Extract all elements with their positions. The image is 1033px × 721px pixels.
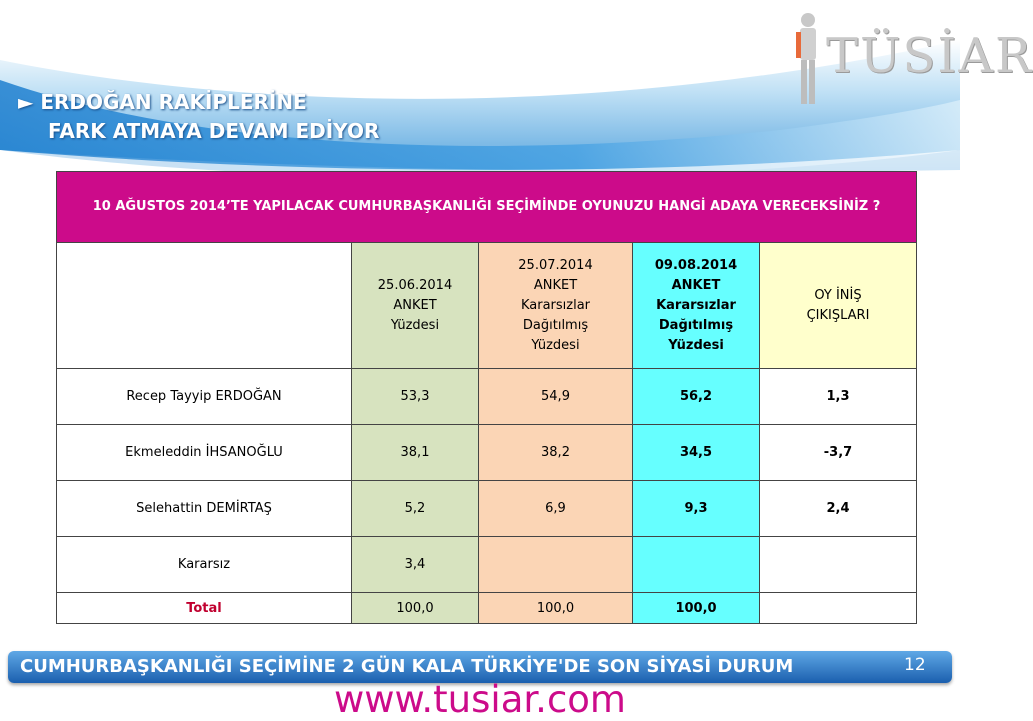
header-col-2506	[352, 243, 479, 369]
value-0908: 9,3	[633, 481, 760, 537]
table-row	[57, 425, 917, 481]
header-text: OY İNİŞ	[814, 287, 862, 303]
value-0908: 34,5	[633, 425, 760, 481]
total-2507: 100,0	[479, 593, 633, 624]
header-text: Kararsızlar	[656, 297, 736, 313]
total-2506: 100,0	[352, 593, 479, 624]
header-text: ÇIKIŞLARI	[806, 307, 870, 323]
value-2507	[479, 537, 633, 593]
slide-title-line1: ► ERDOĞAN RAKİPLERİNE	[18, 90, 307, 114]
value-2506: 53,3	[352, 369, 479, 425]
value-0908	[633, 537, 760, 593]
value-change: 1,3	[760, 369, 917, 425]
table-row	[57, 369, 917, 425]
header-text: Yüzdesi	[390, 317, 440, 333]
header-text: Dağıtılmış	[658, 317, 734, 333]
table-row	[57, 537, 917, 593]
header-col-2507	[479, 243, 633, 369]
value-2506: 5,2	[352, 481, 479, 537]
header-text: 09.08.2014	[654, 257, 738, 273]
header-col-0908	[633, 243, 760, 369]
table-row	[57, 481, 917, 537]
header-text: Yüzdesi	[668, 337, 724, 353]
page-number: 12	[904, 655, 926, 675]
candidate-name: Ekmeleddin İHSANOĞLU	[57, 425, 352, 481]
value-0908: 56,2	[633, 369, 760, 425]
footer-caption: CUMHURBAŞKANLIĞI SEÇİMİNE 2 GÜN KALA TÜRKİYE'DE SON SİYASİ DURUM	[20, 656, 794, 677]
value-2507: 6,9	[479, 481, 633, 537]
header-text: Kararsızlar	[520, 297, 591, 313]
poll-results-table	[56, 171, 917, 624]
website-url: www.tusiar.com	[334, 678, 626, 721]
table-header-row	[57, 243, 917, 369]
header-col-change	[760, 243, 917, 369]
header-text: ANKET	[671, 277, 721, 293]
total-0908: 100,0	[633, 593, 760, 624]
table-question: 10 AĞUSTOS 2014’TE YAPILACAK CUMHURBAŞKANLIĞI SEÇİMİNDE OYUNUZU HANGİ ADAYA VERECEKSİNİZ ?	[57, 172, 917, 243]
candidate-name: Kararsız	[57, 537, 352, 593]
header-empty-cell	[57, 243, 352, 369]
value-2506: 38,1	[352, 425, 479, 481]
total-change	[760, 593, 917, 624]
table-total-row	[57, 593, 917, 624]
logo-wordmark: TÜSİAR	[826, 28, 1033, 84]
total-label: Total	[57, 593, 352, 624]
header-text: 25.07.2014	[518, 257, 593, 273]
candidate-name: Recep Tayyip ERDOĞAN	[57, 369, 352, 425]
header-text: Yüzdesi	[531, 337, 580, 353]
candidate-name: Selehattin DEMİRTAŞ	[57, 481, 352, 537]
value-change: -3,7	[760, 425, 917, 481]
header-text: 25.06.2014	[377, 277, 453, 293]
value-change: 2,4	[760, 481, 917, 537]
value-2506: 3,4	[352, 537, 479, 593]
header-text: ANKET	[393, 297, 437, 313]
slide-title	[18, 88, 379, 146]
value-2507: 54,9	[479, 369, 633, 425]
header-text: Dağıtılmış	[522, 317, 589, 333]
header-text: ANKET	[533, 277, 578, 293]
value-2507: 38,2	[479, 425, 633, 481]
value-change	[760, 537, 917, 593]
slide-title-line2: FARK ATMAYA DEVAM EDİYOR	[48, 119, 380, 143]
